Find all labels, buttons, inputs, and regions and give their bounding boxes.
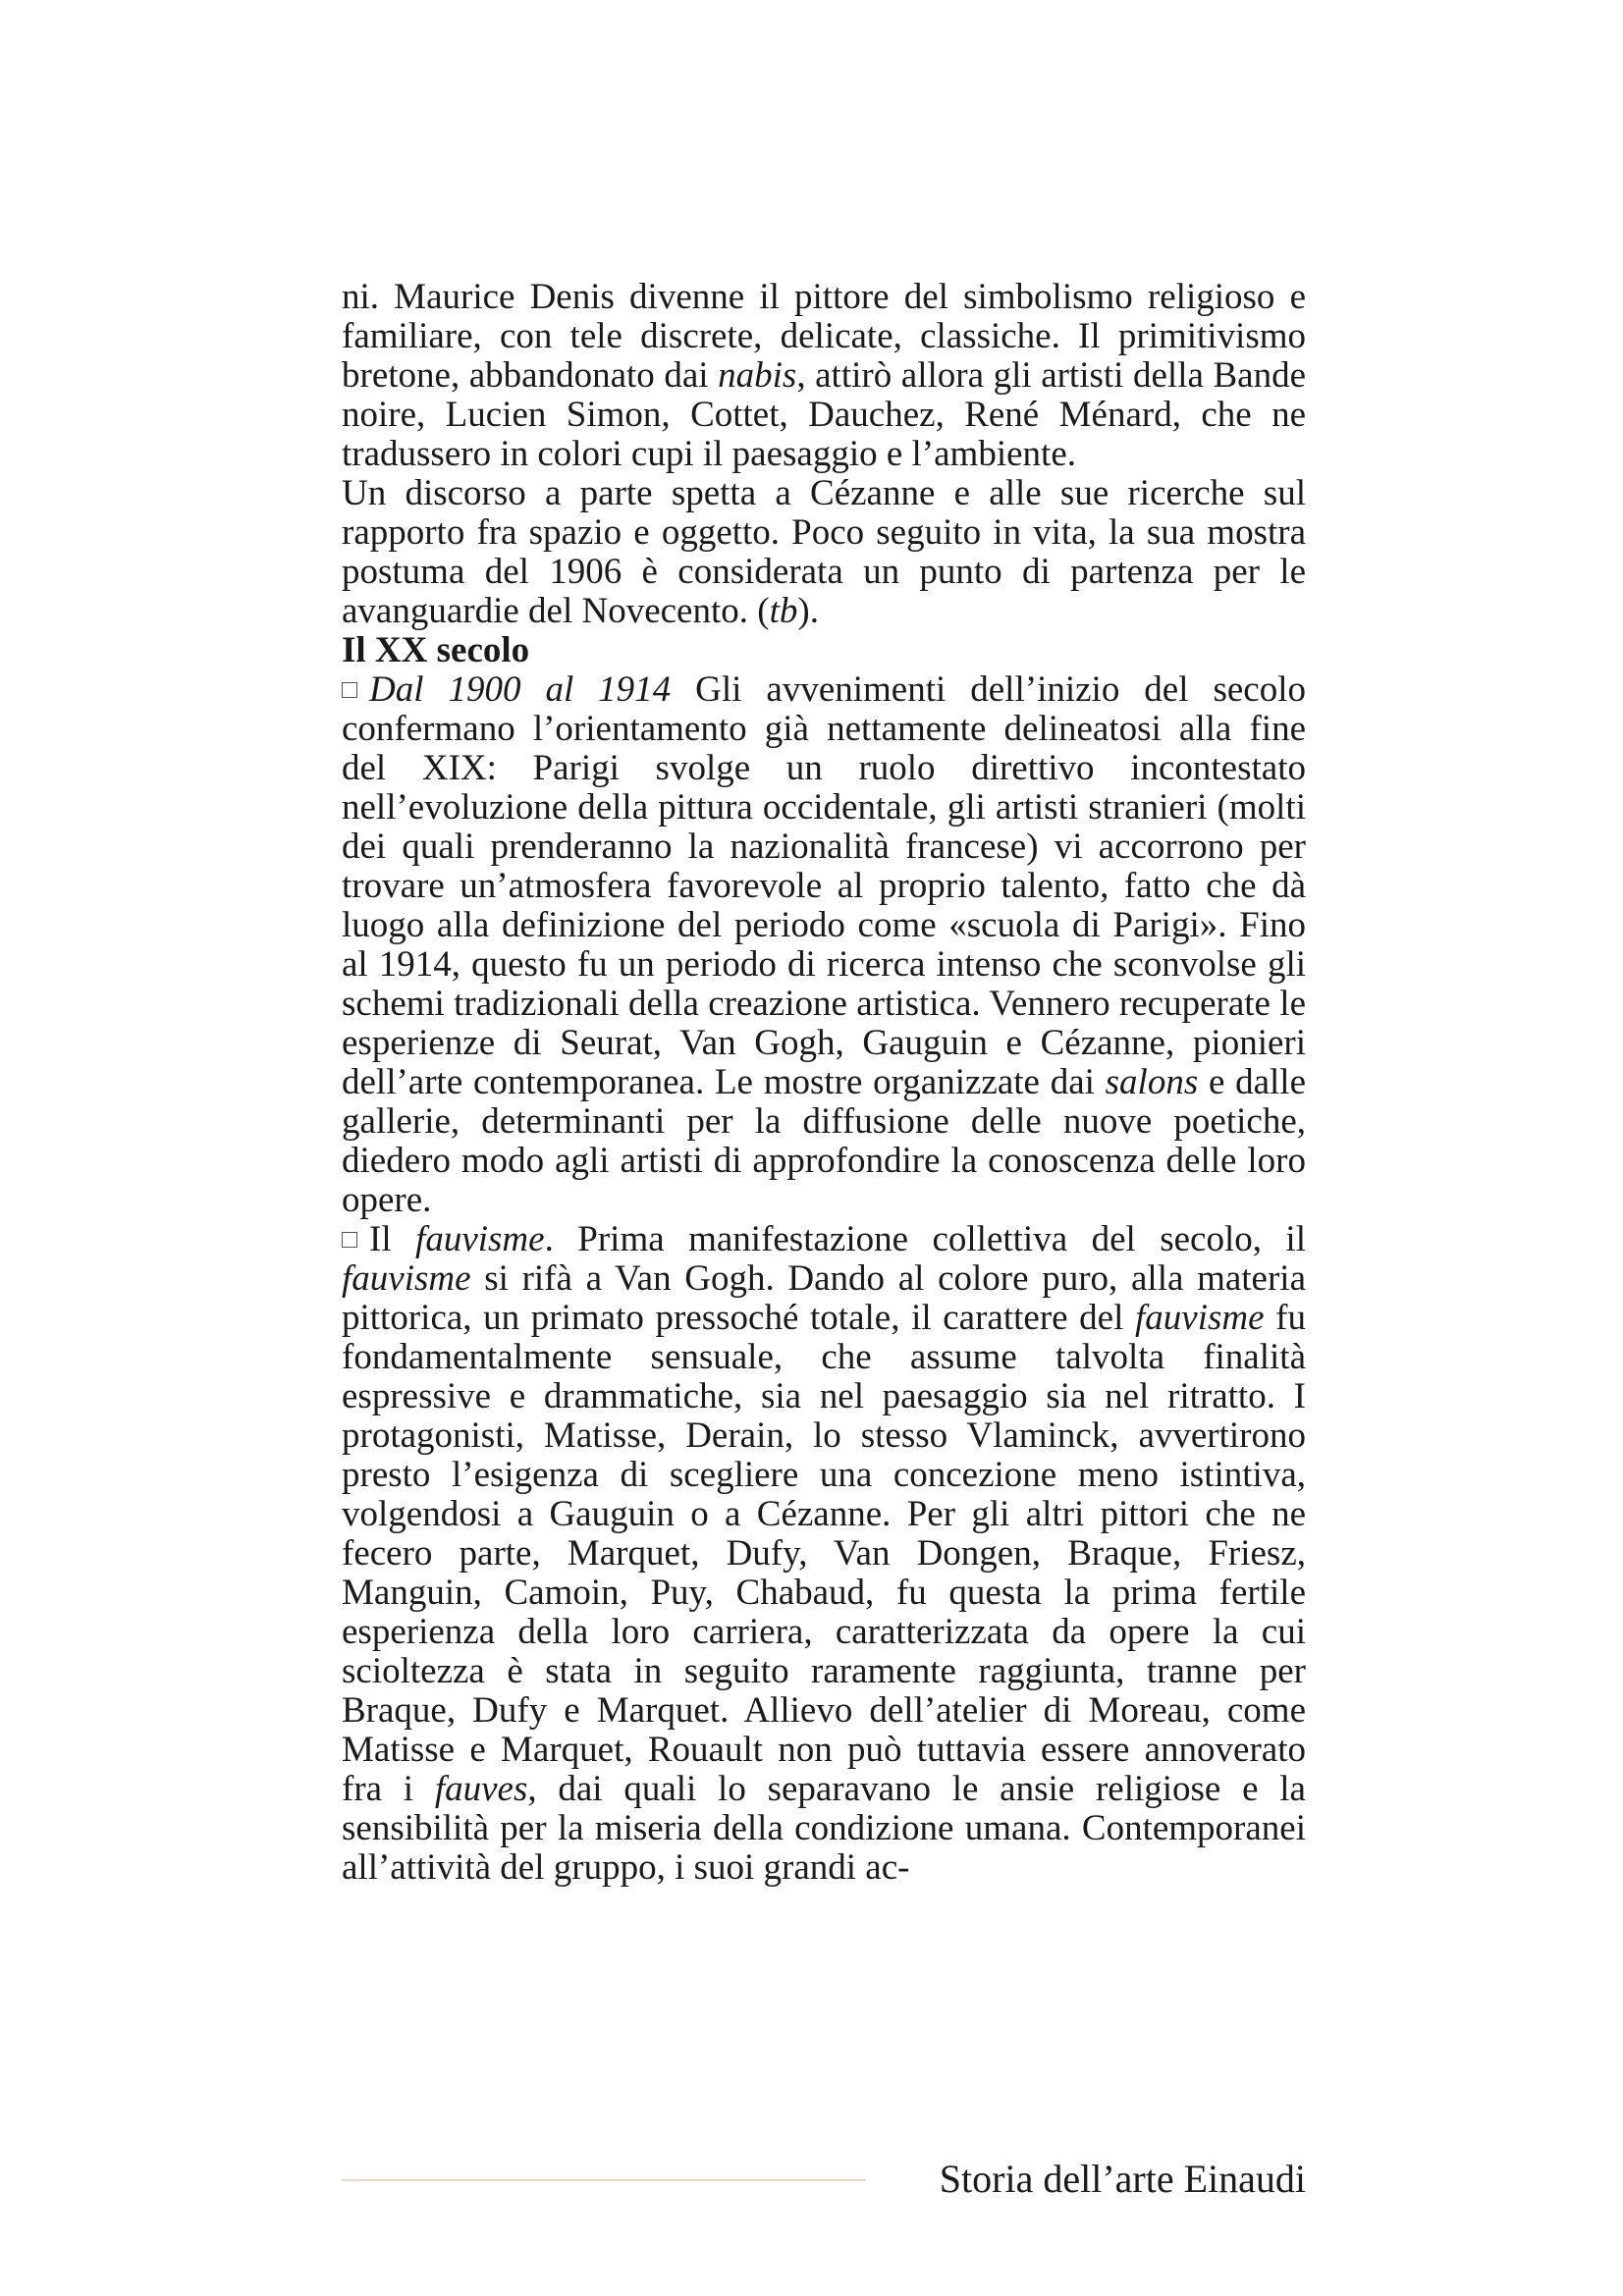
text-run: Il [369, 1219, 416, 1259]
italic-term: fauves [434, 1769, 528, 1809]
section-heading: Il XX secolo [342, 630, 530, 670]
italic-term: fauvisme [342, 1258, 471, 1299]
square-bullet-icon [342, 682, 357, 698]
text-run: fu fondamentalmente sensuale, che assume talvolta finalità espressive e drammatiche, sia nel paesaggio sia nel ritratto. I protagonisti, Matisse, Derain, lo stesso Vlaminck, avvertirono presto l’esigenza di scegliere una concezione meno istintiva, volgendosi a Gauguin o a Cézanne. Per gli altri pittori che ne fecero parte, Marquet, Dufy, Van Dongen, Braque, Friesz, Manguin, Camoin, Puy, Chabaud, fu questa la prima fertile esperienza della loro carriera, caratterizzata da opere la cui scioltezza è stata in seguito raramente raggiunta, tranne per Braque, Dufy e Marquet. Allievo dell’atelier di Moreau, come Matisse e Marquet, Rouault non può tuttavia essere annoverato fra i [342, 1298, 1306, 1809]
square-bullet-icon [342, 1232, 357, 1248]
text-run: ni. Maurice Denis divenne il pittore del simbolismo religioso e familiare, con tele discrete, delicate, classiche. Il primitivismo bretone, abbandonato dai [342, 277, 1306, 396]
text-run: ). [797, 591, 819, 631]
author-initials: tb [769, 591, 798, 631]
text-run: . Prima manifestazione collettiva del secolo, il [544, 1219, 1306, 1259]
subsection-title: Dal 1900 al 1914 [369, 669, 672, 710]
footer-divider [342, 2179, 866, 2181]
italic-term: salons [1105, 1062, 1199, 1102]
italic-term: fauvisme [1135, 1298, 1265, 1338]
text-run: e dalle gallerie, determinanti per la diffusione delle nuove poetiche, diedero modo agli artisti di approfondire la conoscenza delle loro opere. [342, 1062, 1307, 1220]
text-run: Gli avvenimenti dell’inizio del secolo confermano l’orientamento già nettamente delineatosi alla fine del XIX: Parigi svolge un ruolo direttivo incontestato nell’evoluzione della pittura occidentale, gli artisti stranieri (molti dei quali prenderanno la nazionalità francese) vi accorrono per trovare un’atmosfera favorevole al proprio talento, fatto che dà luogo alla definizione del periodo come «scuola di Parigi». Fino al 1914, questo fu un periodo di ricerca intenso che sconvolse gli schemi tradizionali della creazione artistica. Vennero recuperate le esperienze di Seurat, Van Gogh, Gauguin e Cézanne, pionieri dell’arte contemporanea. Le mostre organizzate dai [342, 669, 1306, 1102]
footer-title: Storia dell’arte Einaudi [939, 2157, 1306, 2201]
italic-term: nabis [718, 355, 797, 396]
paragraph-denis [342, 278, 1306, 474]
text-run: Un discorso a parte spetta a Cézanne e alle sue ricerche sul rapporto fra spazio e oggetto. Poco seguito in vita, la sua mostra postuma del 1906 è considerata un punto di partenza per le avanguardie del Novecento. ( [342, 473, 1306, 631]
text-run: , dai quali lo separavano le ansie religiose e la sensibilità per la miseria della condizione umana. Contemporanei all’attività del gruppo, i suoi grandi ac- [342, 1769, 1306, 1888]
paragraph-1900-1914 [342, 670, 1306, 1220]
text-run: si rifà a Van Gogh. Dando al colore puro, alla materia pittorica, un primato pressoché totale, il carattere del [342, 1258, 1306, 1338]
paragraph-cezanne [342, 474, 1306, 631]
italic-term: fauvisme [415, 1219, 545, 1259]
body-text [342, 278, 1306, 1888]
paragraph-fauvisme [342, 1220, 1306, 1888]
text-run: , attirò allora gli artisti della Bande noire, Lucien Simon, Cottet, Dauchez, René Ménard, che ne tradussero in colori cupi il paesaggio e l’ambiente. [342, 355, 1307, 474]
